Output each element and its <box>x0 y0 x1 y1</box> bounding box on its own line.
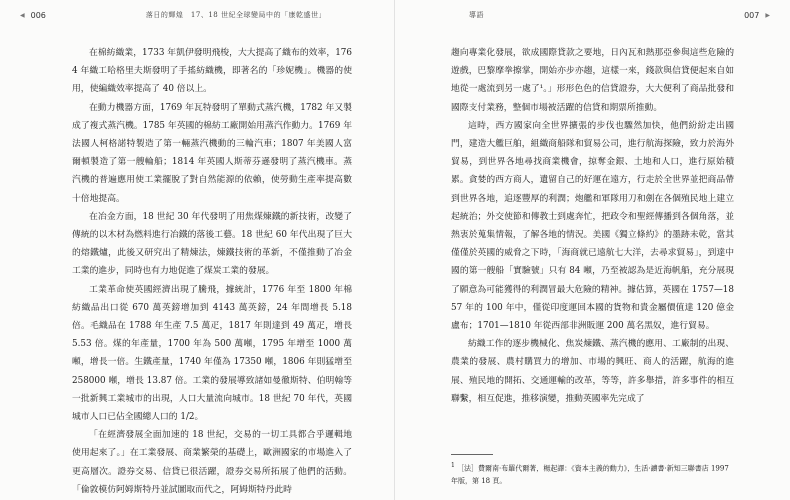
body-paragraph: 這時，西方國家向全世界擴張的步伐也驟然加快，他們紛紛走出國門，建造大艦巨舶，組織商船隊和貿易公司，進行航海探險，致力於海外貿易，到世界各地尋找商業機會，掠奪金銀、土地和人口，進行原始積累。貪婪的西方商人，遺留自己的好運在遠方，行走於全世界並把商品帶到世界各地，追逐豐厚的利潤；炮艦和軍隊用刀和劍在各個殖民地上建立起統治；外交使節和傳教士到處奔忙，把政令和聖經傳播到各個角落，並熱衷於蒐集情報，了解各地的情況。美國《獨立條約》的墨跡未乾，當其僅僅於英國的威脅之下時，「海商就已遠航七大洋，去尋求貿易」，到達中國的第一艘船「實驗號」只有 84 噸，乃至被認為是近海帆船，充分展現了願意為可能獲得的利潤冒最大危險的精神。據估算，英國在 1757—1857 年的 100 年中，僅從印度運回本國的貨物和貴金屬價值達 120 億金盧布；1701—1810 年從西部非洲販運 200 萬名黑奴，進行貿易。 <box>451 120 734 332</box>
next-triangle-icon: ▶ <box>765 11 770 19</box>
left-page-number: 006 <box>30 10 46 20</box>
body-paragraph: 紡織工作的逐步機械化、焦炭煉鐵、蒸汽機的應用、工廠制的出現、農業的發展、農村購買力的增加、市場的興旺、商人的活躍，航海的進展、殖民地的開拓、交通運輸的改革，等等，許多舉措，許多事件的相互聯繫，相互促進，推移演變，推動英國率先完成了 <box>451 339 734 404</box>
right-running-title: 導語 <box>469 11 484 19</box>
left-page-header <box>14 9 380 21</box>
body-paragraph: 工業革命使英國經濟出現了騰飛，據統計，1776 年至 1800 年棉紡織品出口從 670 萬英鎊增加到 4143 萬英鎊，24 年間增長 5.18 倍。毛織品在 1788 年生產 7.5 萬疋，1817 年則達到 49 萬疋，增長 5.53 倍。煤的年產量，1700 年為 500 萬噸，1795 年增至 1000 萬噸，增長一倍。生鐵產量，1740 年僅為 17350 噸，1806 年則猛增至 258000 噸，增長 13.87 倍。工業的發展導致諸如曼徹斯特、伯明翰等一批新興工業城市的出現，人口大量流向城市。18 世紀 70 年代，英國城市人口已佔全國總人口的 1/2。 <box>72 284 352 423</box>
body-paragraph: 在冶金方面，18 世紀 30 年代發明了用焦煤煉鐵的新技術，改變了傳統的以木材為燃料進行冶鐵的落後工藝。18 世紀 60 年代出現了巨大的熔鐵爐，此後又研究出了精煉法，煉鐵技術的革新，不僅推動了冶金工業的進步，同時也有力地促進了煤炭工業的發展。 <box>72 211 352 277</box>
footnote-divider <box>451 454 493 455</box>
body-paragraph: 在棉紡織業，1733 年凱伊發明飛梭，大大提高了織布的效率，1764 年織工哈格里夫斯發明了手搖紡織機，即著名的「珍妮機」。機器的使用，使編織效率提高了 40 倍以上。 <box>72 48 352 95</box>
right-page-header <box>409 9 776 21</box>
body-paragraph: 「在經濟發展全面加速的 18 世紀，交易的一切工具都合乎邏輯地使用起來了。」在工業發展、商業繁榮的基礎上，歐洲國家的市場進入了更高層次。證券交易、信貸已很活躍，證券交易所拓展了他們的活動。「倫敦模仿阿姆斯特丹並試圖取而代之，阿姆斯特丹此時 <box>72 430 352 495</box>
prev-triangle-icon: ◀ <box>20 11 25 19</box>
footnote-text: ［法］費爾南·布羅代爾著，楊起譯：《資本主義的動力》，生活·讀書·新知三聯書店 1997 年版，第 18 頁。 <box>451 464 729 486</box>
footnote-marker: 1 <box>451 462 455 469</box>
right-page-number: 007 <box>744 10 760 20</box>
right-page <box>395 0 790 500</box>
left-page-body <box>72 44 352 499</box>
footnote <box>451 459 734 488</box>
body-paragraph: 趨向專業化發展，欲成國際貸款之要地，日內瓦和熱那亞參與這些危險的遊戲，巴黎摩拳擦掌，開始亦步亦趨，這樣一來，錢款與信貸便起來自如地從一處流到另一處了¹。」形形色色的信貸證券，大大便利了商品批發和國際支付業務，整個市場被活躍的信貸和期票所推動。 <box>451 48 734 113</box>
right-page-body <box>451 44 734 408</box>
body-paragraph: 在動力機器方面，1769 年瓦特發明了單動式蒸汽機，1782 年又製成了複式蒸汽機。1785 年英國的棉紡工廠開始用蒸汽作動力。1769 年法國人柯格諾特製造了第一輛蒸汽機動的三輪汽車；1807 年美國人富爾頓製造了第一艘輪船；1814 年英國人斯蒂芬遜發明了蒸汽機車。蒸汽機的普遍應用使工業擺脫了對自然能源的依賴，使勞動生產率提高數十倍地提高。 <box>72 102 352 204</box>
left-running-title: 落日的輝煌 17、18 世紀全球變局中的「康乾盛世」 <box>145 11 326 19</box>
